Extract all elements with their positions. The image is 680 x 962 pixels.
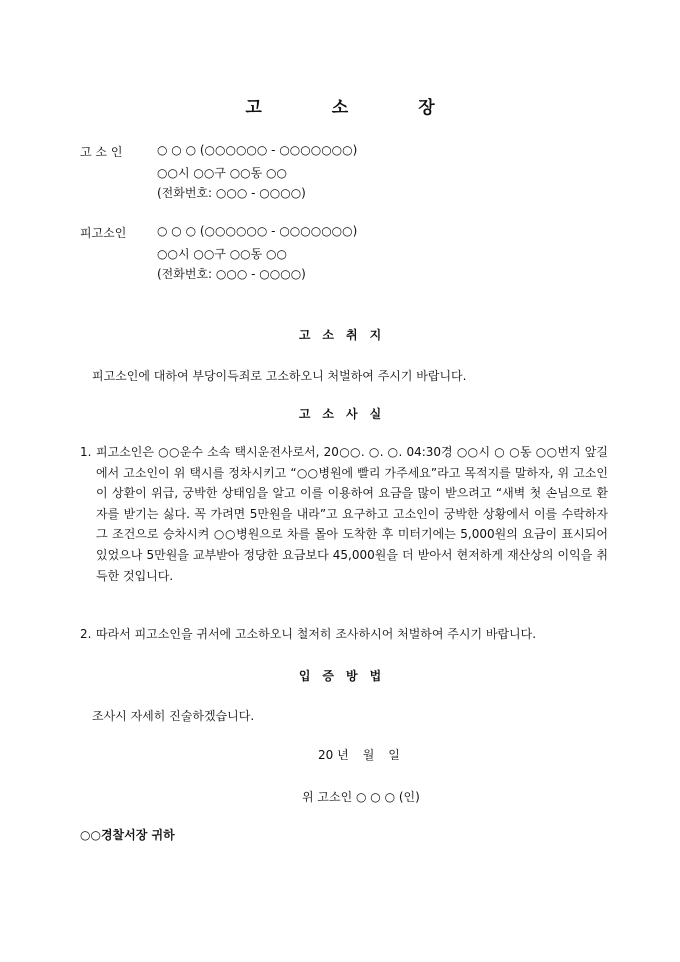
title-char: 장 xyxy=(418,98,435,118)
item-text: 따라서 피고소인을 귀서에 고소하오니 철저히 조사하시어 처벌하여 주시기 바랍니다. xyxy=(96,627,537,641)
heading-char: 고 xyxy=(298,328,311,342)
purpose-heading xyxy=(0,326,680,343)
complainant-block xyxy=(80,143,640,203)
heading-char: 고 xyxy=(298,407,311,421)
complainant-role: 고 소 인 xyxy=(80,145,123,159)
filing-date xyxy=(318,746,414,763)
date-month: 월 xyxy=(362,748,375,762)
defendant-phone: (전화번호: ○○○ - ○○○○) xyxy=(157,267,306,281)
heading-char: 입 xyxy=(298,669,311,683)
facts-item-1 xyxy=(80,442,608,586)
heading-char: 증 xyxy=(322,669,334,683)
date-day: 일 xyxy=(388,748,400,762)
item-number: 2. xyxy=(80,627,92,641)
heading-char: 소 xyxy=(322,328,334,342)
defendant-block xyxy=(80,224,640,284)
heading-char: 지 xyxy=(369,328,382,342)
defendant-name: ○ ○ ○ (○○○○○○ - ○○○○○○○) xyxy=(157,224,358,238)
title-char: 고 xyxy=(245,98,262,118)
date-year: 20 년 xyxy=(318,748,349,762)
heading-char: 법 xyxy=(369,669,382,683)
complainant-address: ○○시 ○○구 ○○동 ○○ xyxy=(157,166,287,180)
heading-char: 소 xyxy=(322,407,334,421)
heading-char: 방 xyxy=(346,669,358,683)
facts-heading xyxy=(0,405,680,422)
addressee: ○○경찰서장 귀하 xyxy=(80,828,175,842)
heading-char: 취 xyxy=(346,328,358,342)
heading-char: 실 xyxy=(369,407,382,421)
complainant-name: ○ ○ ○ (○○○○○○ - ○○○○○○○) xyxy=(157,143,358,157)
evidence-heading xyxy=(0,667,680,684)
item-text: 피고소인은 ○○운수 소속 택시운전사로서, 20○○. ○. ○. 04:30경 ○○시 ○ ○동 ○○번지 앞길에서 고소인이 위 택시를 정차시키고 “○○병원에 빨리 가주세요”라고 목적지를 말하자, 위 고소인이 상환이 위급, 궁박한 상태임을 알고 이를 이용하여 요금을 많이 받으려고 “새벽 첫 손님으로 환자를 받기는 싫다. 꼭 가려면 5만원을 내라”고 요구하고 고소인이 궁박한 상황에서 이를 수락하자 그 조건으로 승차시켜 ○○병원으로 차를 몰아 도착한 후 미터기에는 5,000원의 요금이 표시되어 있었으나 5만원을 교부받아 정당한 요금보다 45,000원을 더 받아서 현저하게 재산상의 이익을 취득한 것입니다. xyxy=(96,445,608,583)
document-title xyxy=(0,93,680,118)
defendant-role: 피고소인 xyxy=(80,226,127,240)
heading-char: 사 xyxy=(346,407,358,421)
evidence-text: 조사시 자세히 진술하겠습니다. xyxy=(92,709,255,723)
defendant-address: ○○시 ○○구 ○○동 ○○ xyxy=(157,247,287,261)
complainant-phone: (전화번호: ○○○ - ○○○○) xyxy=(157,186,306,200)
facts-item-2 xyxy=(80,624,608,645)
purpose-text: 피고소인에 대하여 부당이득죄로 고소하오니 처벌하여 주시기 바랍니다. xyxy=(92,369,467,383)
title-char: 소 xyxy=(331,98,349,118)
item-number: 1. xyxy=(80,445,92,459)
complainant-signature: 위 고소인 ○ ○ ○ (인) xyxy=(302,790,420,804)
